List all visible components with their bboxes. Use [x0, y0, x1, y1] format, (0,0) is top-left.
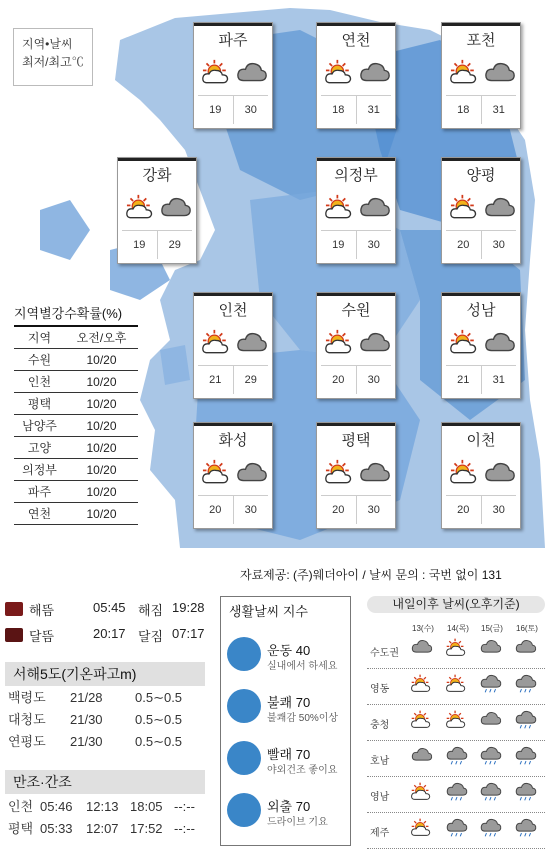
- tide-time: 12:07: [86, 821, 119, 836]
- sun-cloud-icon: [202, 329, 232, 359]
- sun-cloud-icon: [411, 710, 433, 733]
- rain-icon: [515, 782, 537, 807]
- cloud-icon: [359, 460, 391, 487]
- walker-icon: [227, 793, 261, 827]
- low-temp: 18: [321, 96, 357, 124]
- low-temp: 20: [321, 366, 357, 394]
- city-card: [316, 157, 396, 264]
- rain-icon: [446, 746, 468, 771]
- tide-place: 인천: [8, 799, 34, 814]
- high-temp: 31: [492, 374, 505, 386]
- city-name: 화성: [218, 432, 248, 449]
- rain-icon: [480, 818, 502, 843]
- low-temp: 20: [446, 231, 482, 259]
- city-name: 수원: [341, 302, 371, 319]
- cloud-icon: [515, 638, 537, 658]
- card-topbar: [442, 423, 520, 426]
- rain-icon: [515, 746, 537, 771]
- card-topbar: [118, 158, 196, 161]
- city-name: 평택: [341, 432, 371, 449]
- life-item-discomfort: [227, 689, 347, 737]
- prob-title: 지역별강수확률(%): [14, 306, 123, 321]
- sunrise-label: 해뜸: [29, 603, 55, 618]
- sun-cloud-icon: [450, 329, 480, 359]
- island-row: [8, 688, 208, 708]
- prob-region: 연천: [14, 503, 65, 525]
- forecast-row: [367, 812, 545, 849]
- city-card: [441, 157, 521, 264]
- card-topbar: [194, 423, 272, 426]
- forecast-day: 16(토): [516, 624, 538, 633]
- sun-cloud-icon: [325, 459, 355, 489]
- city-temps: [321, 365, 391, 394]
- low-temp: 18: [446, 96, 482, 124]
- card-topbar: [317, 293, 395, 296]
- forecast-row: [367, 668, 545, 705]
- island-name: 백령도: [8, 690, 46, 705]
- city-temps: [446, 230, 516, 259]
- island-name: 대청도: [8, 712, 46, 727]
- moonset-label: 달짐: [138, 629, 164, 644]
- life-item-name: 외출 70: [267, 799, 311, 814]
- island-temp: 21/28: [70, 690, 103, 705]
- city-name: 인천: [218, 302, 248, 319]
- city-card: [441, 292, 521, 399]
- life-item-name: 운동 40: [267, 643, 311, 658]
- cloud-icon: [160, 195, 192, 222]
- card-topbar: [442, 158, 520, 161]
- forecast-row: [367, 740, 545, 777]
- island-temp: 21/30: [70, 712, 103, 727]
- prob-value: 10/20: [65, 415, 138, 437]
- cloud-icon: [484, 330, 516, 357]
- city-temps: [198, 95, 268, 124]
- cloud-icon: [359, 60, 391, 87]
- high-temp: 29: [168, 239, 181, 251]
- forecast-region: 수도권: [370, 648, 399, 659]
- cloud-icon: [359, 330, 391, 357]
- sunrise-time: 05:45: [93, 600, 126, 615]
- forecast-region: 제주: [370, 828, 390, 839]
- rain-icon: [515, 818, 537, 843]
- city-temps: [321, 95, 391, 124]
- sunset-label: 해짐: [138, 603, 164, 618]
- city-card: [193, 422, 273, 529]
- forecast-title: 내일이후 날씨(오후기준): [367, 596, 545, 613]
- city-name: 포천: [466, 32, 496, 49]
- island-wave: 0.5∼0.5: [135, 690, 183, 705]
- forecast-day: 14(목): [447, 624, 469, 633]
- cloud-icon: [359, 195, 391, 222]
- tide-place: 평택: [8, 821, 34, 836]
- sun-cloud-icon: [126, 194, 156, 224]
- sun-cloud-icon: [202, 459, 232, 489]
- island-wave: 0.5∼0.5: [135, 712, 183, 727]
- tide-row: [8, 797, 208, 817]
- life-item-desc: 실내에서 하세요: [267, 661, 338, 672]
- city-name: 강화: [142, 167, 172, 184]
- city-temps: [122, 230, 192, 259]
- forecast-region: 영남: [370, 792, 390, 803]
- prob-region: 고양: [14, 437, 65, 459]
- shirt-icon: [227, 741, 261, 775]
- life-item-desc: 불쾌감 50%이상: [267, 713, 339, 724]
- rain-icon: [515, 710, 537, 735]
- life-item-exercise: [227, 637, 347, 685]
- city-temps: [321, 230, 391, 259]
- high-temp: 31: [367, 104, 380, 116]
- high-temp: 30: [244, 104, 257, 116]
- rain-icon: [480, 674, 502, 699]
- cloud-icon: [480, 638, 502, 658]
- city-card: [441, 22, 521, 129]
- high-temp: 30: [367, 239, 380, 251]
- city-temps: [321, 495, 391, 524]
- card-topbar: [317, 23, 395, 26]
- card-topbar: [194, 293, 272, 296]
- city-temps: [198, 365, 268, 394]
- cloud-icon: [236, 460, 268, 487]
- prob-value: 10/20: [65, 349, 138, 371]
- low-temp: 20: [446, 496, 482, 524]
- sun-cloud-icon: [411, 818, 433, 841]
- island-row: [8, 710, 208, 730]
- legend-unit: 최저/최고℃: [22, 55, 84, 69]
- tide-time: 18:05: [130, 799, 163, 814]
- card-topbar: [442, 293, 520, 296]
- prob-value: 10/20: [65, 481, 138, 503]
- map-legend: [13, 28, 93, 86]
- sun-cloud-icon: [325, 194, 355, 224]
- island-name: 연평도: [8, 734, 46, 749]
- life-item-laundry: [227, 741, 347, 789]
- low-temp: 19: [122, 231, 158, 259]
- low-temp: 20: [198, 496, 234, 524]
- sunset-time: 19:28: [172, 600, 205, 615]
- forecast-day: 13(수): [412, 624, 434, 633]
- prob-region: 의정부: [14, 459, 65, 481]
- city-card: [193, 22, 273, 129]
- rain-icon: [515, 674, 537, 699]
- prob-value: 10/20: [65, 459, 138, 481]
- life-item-outing: [227, 793, 347, 841]
- tide-time: 12:13: [86, 799, 119, 814]
- cloud-icon: [236, 60, 268, 87]
- tide-time: --:--: [174, 821, 195, 836]
- life-item-name: 빨래 70: [267, 747, 311, 762]
- city-card: [117, 157, 197, 264]
- prob-region: 평택: [14, 393, 65, 415]
- forecast-region: 호남: [370, 756, 390, 767]
- forecast-panel: [367, 596, 545, 846]
- city-card: [316, 422, 396, 529]
- sun-cloud-icon: [325, 59, 355, 89]
- high-temp: 30: [492, 504, 505, 516]
- moonset-time: 07:17: [172, 626, 205, 641]
- cloud-icon: [484, 460, 516, 487]
- prob-header-value: 오전/오후: [65, 326, 138, 349]
- sun-cloud-icon: [450, 59, 480, 89]
- runner-icon: [227, 637, 261, 671]
- life-item-name: 불쾌 70: [267, 695, 311, 710]
- low-temp: 20: [321, 496, 357, 524]
- forecast-row: [367, 632, 545, 669]
- card-topbar: [194, 23, 272, 26]
- sun-cloud-icon: [446, 638, 468, 661]
- city-temps: [446, 495, 516, 524]
- city-temps: [446, 95, 516, 124]
- low-temp: 21: [198, 366, 234, 394]
- city-card: [316, 22, 396, 129]
- city-name: 이천: [466, 432, 496, 449]
- moonrise-icon: [5, 628, 23, 642]
- prob-region: 인천: [14, 371, 65, 393]
- high-temp: 29: [244, 374, 257, 386]
- rain-icon: [446, 818, 468, 843]
- legend-title: 지역•날씨: [22, 37, 73, 51]
- forecast-region: 영동: [370, 684, 390, 695]
- sun-cloud-icon: [446, 674, 468, 697]
- precipitation-probability-table: [14, 303, 138, 525]
- city-temps: [198, 495, 268, 524]
- prob-region: 수원: [14, 349, 65, 371]
- moonrise-time: 20:17: [93, 626, 126, 641]
- island-wave: 0.5∼0.5: [135, 734, 183, 749]
- low-temp: 19: [198, 96, 234, 124]
- prob-header-region: 지역: [14, 326, 65, 349]
- tide-title: 만조·간조: [5, 770, 205, 794]
- high-temp: 30: [244, 504, 257, 516]
- city-name: 양평: [466, 167, 496, 184]
- forecast-row: [367, 704, 545, 741]
- prob-value: 10/20: [65, 393, 138, 415]
- moonrise-label: 달뜸: [29, 629, 55, 644]
- low-temp: 21: [446, 366, 482, 394]
- high-temp: 30: [492, 239, 505, 251]
- city-name: 성남: [466, 302, 496, 319]
- prob-region: 파주: [14, 481, 65, 503]
- face-icon: [227, 689, 261, 723]
- high-temp: 31: [492, 104, 505, 116]
- tide-time: 05:33: [40, 821, 73, 836]
- prob-value: 10/20: [65, 437, 138, 459]
- forecast-row: [367, 776, 545, 813]
- low-temp: 19: [321, 231, 357, 259]
- city-card: [441, 422, 521, 529]
- sun-cloud-icon: [202, 59, 232, 89]
- data-credit: 자료제공: (주)웨더아이 / 날씨 문의 : 국번 없이 131: [240, 568, 502, 582]
- islands-title: 서해5도(기온파고m): [5, 662, 205, 686]
- life-weather-index: [220, 596, 351, 846]
- cloud-icon: [480, 710, 502, 730]
- rain-icon: [480, 782, 502, 807]
- tide-row: [8, 819, 208, 839]
- card-topbar: [442, 23, 520, 26]
- cloud-icon: [484, 60, 516, 87]
- forecast-day: 15(금): [481, 624, 503, 633]
- cloud-icon: [484, 195, 516, 222]
- sun-times: [5, 600, 205, 620]
- life-title: 생활날씨 지수: [229, 604, 308, 619]
- sun-cloud-icon: [450, 459, 480, 489]
- sun-cloud-icon: [325, 329, 355, 359]
- city-name: 연천: [341, 32, 371, 49]
- prob-value: 10/20: [65, 503, 138, 525]
- sun-cloud-icon: [411, 674, 433, 697]
- cloud-icon: [411, 638, 433, 658]
- sun-cloud-icon: [446, 710, 468, 733]
- sunrise-icon: [5, 602, 23, 616]
- prob-value: 10/20: [65, 371, 138, 393]
- life-item-desc: 야외건조 좋이요: [267, 765, 338, 776]
- card-topbar: [317, 423, 395, 426]
- tide-time: --:--: [174, 799, 195, 814]
- sun-cloud-icon: [411, 782, 433, 805]
- high-temp: 30: [367, 504, 380, 516]
- city-card: [193, 292, 273, 399]
- forecast-region: 충청: [370, 720, 390, 731]
- prob-region: 남양주: [14, 415, 65, 437]
- tide-time: 05:46: [40, 799, 73, 814]
- city-temps: [446, 365, 516, 394]
- moon-times: [5, 626, 205, 646]
- city-card: [316, 292, 396, 399]
- tide-time: 17:52: [130, 821, 163, 836]
- card-topbar: [317, 158, 395, 161]
- high-temp: 30: [367, 374, 380, 386]
- city-name: 파주: [218, 32, 248, 49]
- island-row: [8, 732, 208, 752]
- life-item-desc: 드라이브 기요: [267, 817, 328, 828]
- cloud-icon: [411, 746, 433, 766]
- rain-icon: [480, 746, 502, 771]
- cloud-icon: [236, 330, 268, 357]
- sun-cloud-icon: [450, 194, 480, 224]
- rain-icon: [446, 782, 468, 807]
- island-temp: 21/30: [70, 734, 103, 749]
- city-name: 의정부: [334, 167, 378, 184]
